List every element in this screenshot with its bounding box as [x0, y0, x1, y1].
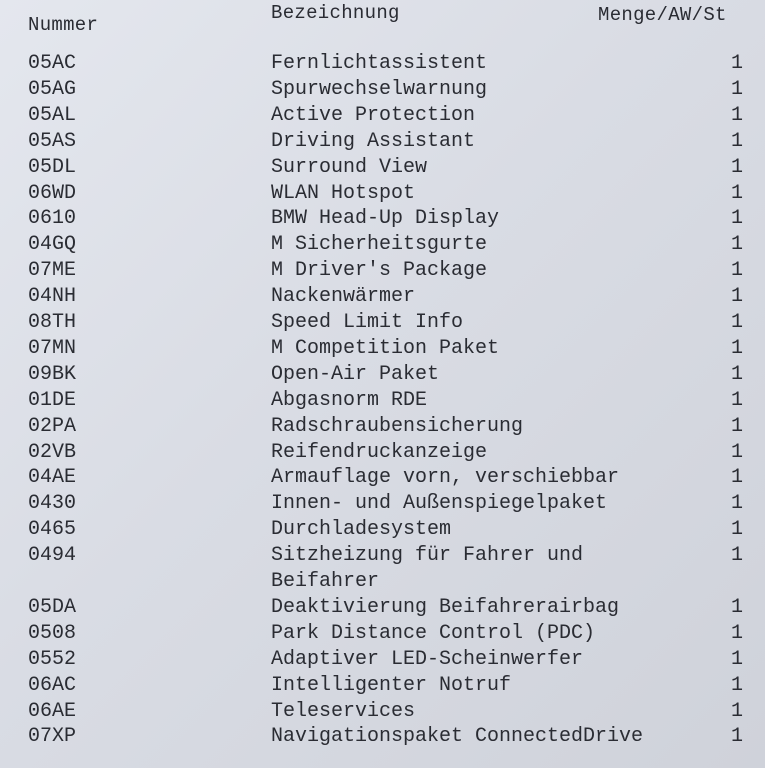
- row-bezeichnung: Nackenwärmer: [271, 285, 416, 309]
- table-row: [0, 725, 765, 751]
- row-bezeichnung: Durchladesystem: [271, 518, 452, 542]
- row-bezeichnung: Armauflage vorn, verschiebbar: [271, 466, 620, 490]
- row-menge: 1: [731, 52, 744, 75]
- row-bezeichnung: Speed Limit Info: [271, 311, 464, 334]
- row-bezeichnung: Innen- und Außenspiegelpaket: [271, 492, 608, 516]
- row-menge: 1: [731, 544, 744, 568]
- row-bezeichnung: BMW Head-Up Display: [271, 207, 500, 231]
- row-menge: 1: [731, 129, 744, 153]
- row-bezeichnung: WLAN Hotspot: [271, 181, 416, 205]
- row-nummer: 05AL: [28, 103, 77, 127]
- header-menge: Menge/AW/St: [598, 4, 727, 26]
- row-menge: 1: [731, 181, 744, 205]
- row-nummer: 04GQ: [28, 233, 77, 257]
- row-bezeichnung: Park Distance Control (PDC): [271, 621, 596, 645]
- table-row: [0, 311, 765, 337]
- row-bezeichnung: M Driver's Package: [271, 259, 488, 283]
- table-row: [0, 596, 765, 622]
- table-row: [0, 130, 765, 156]
- row-bezeichnung: Fernlichtassistent: [271, 52, 488, 75]
- table-row: [0, 518, 765, 544]
- table-row: [0, 466, 765, 492]
- row-bezeichnung: Reifendruckanzeige: [271, 440, 488, 464]
- row-menge: 1: [731, 259, 744, 283]
- row-menge: 1: [731, 103, 744, 127]
- row-menge: 1: [731, 466, 744, 490]
- row-menge: 1: [731, 440, 744, 464]
- row-nummer: 04NH: [28, 285, 77, 309]
- table-row: [0, 259, 765, 285]
- row-menge: 1: [731, 77, 744, 101]
- row-nummer: 05AC: [28, 52, 77, 75]
- row-bezeichnung: M Sicherheitsgurte: [271, 233, 488, 257]
- table-row: [0, 389, 765, 415]
- row-nummer: 09BK: [28, 362, 77, 386]
- row-menge: 1: [731, 699, 744, 723]
- table-row: [0, 52, 765, 78]
- row-menge: 1: [731, 285, 744, 309]
- row-menge: 1: [731, 233, 744, 257]
- row-nummer: 0465: [28, 518, 77, 542]
- row-bezeichnung: Beifahrer: [271, 570, 380, 593]
- row-nummer: 06AC: [28, 673, 77, 697]
- table-row: [0, 363, 765, 389]
- row-nummer: 06WD: [28, 181, 77, 205]
- row-menge: 1: [731, 595, 744, 619]
- row-bezeichnung: Intelligenter Notruf: [271, 673, 512, 697]
- row-nummer: 0494: [28, 544, 77, 568]
- row-bezeichnung: Abgasnorm RDE: [271, 388, 428, 412]
- row-nummer: 07MN: [28, 336, 77, 360]
- table-row: [0, 415, 765, 441]
- row-nummer: 05DA: [28, 595, 77, 619]
- row-nummer: 01DE: [28, 388, 77, 412]
- row-menge: 1: [731, 647, 744, 671]
- table-row: [0, 156, 765, 182]
- row-nummer: 0508: [28, 621, 77, 645]
- row-nummer: 07XP: [28, 725, 77, 749]
- row-nummer: 08TH: [28, 311, 77, 334]
- table-row: [0, 700, 765, 726]
- row-nummer: 05AS: [28, 129, 77, 153]
- row-bezeichnung: Radschraubensicherung: [271, 414, 524, 438]
- row-menge: 1: [731, 362, 744, 386]
- row-nummer: 0552: [28, 647, 77, 671]
- table-row: [0, 337, 765, 363]
- row-menge: 1: [731, 621, 744, 645]
- table-row: [0, 441, 765, 467]
- row-menge: 1: [731, 518, 744, 542]
- row-menge: 1: [731, 388, 744, 412]
- row-bezeichnung: Sitzheizung für Fahrer und: [271, 544, 584, 568]
- row-bezeichnung: Spurwechselwarnung: [271, 77, 488, 101]
- row-menge: 1: [731, 414, 744, 438]
- row-menge: 1: [731, 492, 744, 516]
- row-nummer: 0610: [28, 207, 77, 231]
- row-nummer: 06AE: [28, 699, 77, 723]
- row-nummer: 07ME: [28, 259, 77, 283]
- row-bezeichnung: Adaptiver LED-Scheinwerfer: [271, 647, 584, 671]
- header-bezeichnung: Bezeichnung: [271, 2, 400, 24]
- row-menge: 1: [731, 311, 744, 334]
- table-row: [0, 648, 765, 674]
- row-bezeichnung: M Competition Paket: [271, 336, 500, 360]
- row-menge: 1: [731, 207, 744, 231]
- table-row: [0, 622, 765, 648]
- row-bezeichnung: Open-Air Paket: [271, 362, 440, 386]
- header-nummer: Nummer: [28, 14, 99, 36]
- row-nummer: 02VB: [28, 440, 77, 464]
- row-bezeichnung: Deaktivierung Beifahrerairbag: [271, 595, 620, 619]
- table-row: [0, 104, 765, 130]
- table-row: [0, 233, 765, 259]
- row-bezeichnung: Driving Assistant: [271, 129, 476, 153]
- table-row: [0, 674, 765, 700]
- table-row: [0, 544, 765, 570]
- row-nummer: 05DL: [28, 155, 77, 179]
- table-row: [0, 492, 765, 518]
- table-row: [0, 207, 765, 233]
- row-bezeichnung: Teleservices: [271, 699, 416, 723]
- row-bezeichnung: Surround View: [271, 155, 428, 179]
- row-nummer: 05AG: [28, 77, 77, 101]
- row-nummer: 02PA: [28, 414, 77, 438]
- row-nummer: 04AE: [28, 466, 77, 490]
- row-menge: 1: [731, 155, 744, 179]
- row-menge: 1: [731, 725, 744, 749]
- table-row: [0, 182, 765, 208]
- row-menge: 1: [731, 336, 744, 360]
- row-nummer: 0430: [28, 492, 77, 516]
- table-row: [0, 570, 765, 596]
- row-menge: 1: [731, 673, 744, 697]
- table-row: [0, 78, 765, 104]
- row-bezeichnung: Active Protection: [271, 103, 476, 127]
- row-bezeichnung: Navigationspaket ConnectedDrive: [271, 725, 644, 749]
- table-row: [0, 285, 765, 311]
